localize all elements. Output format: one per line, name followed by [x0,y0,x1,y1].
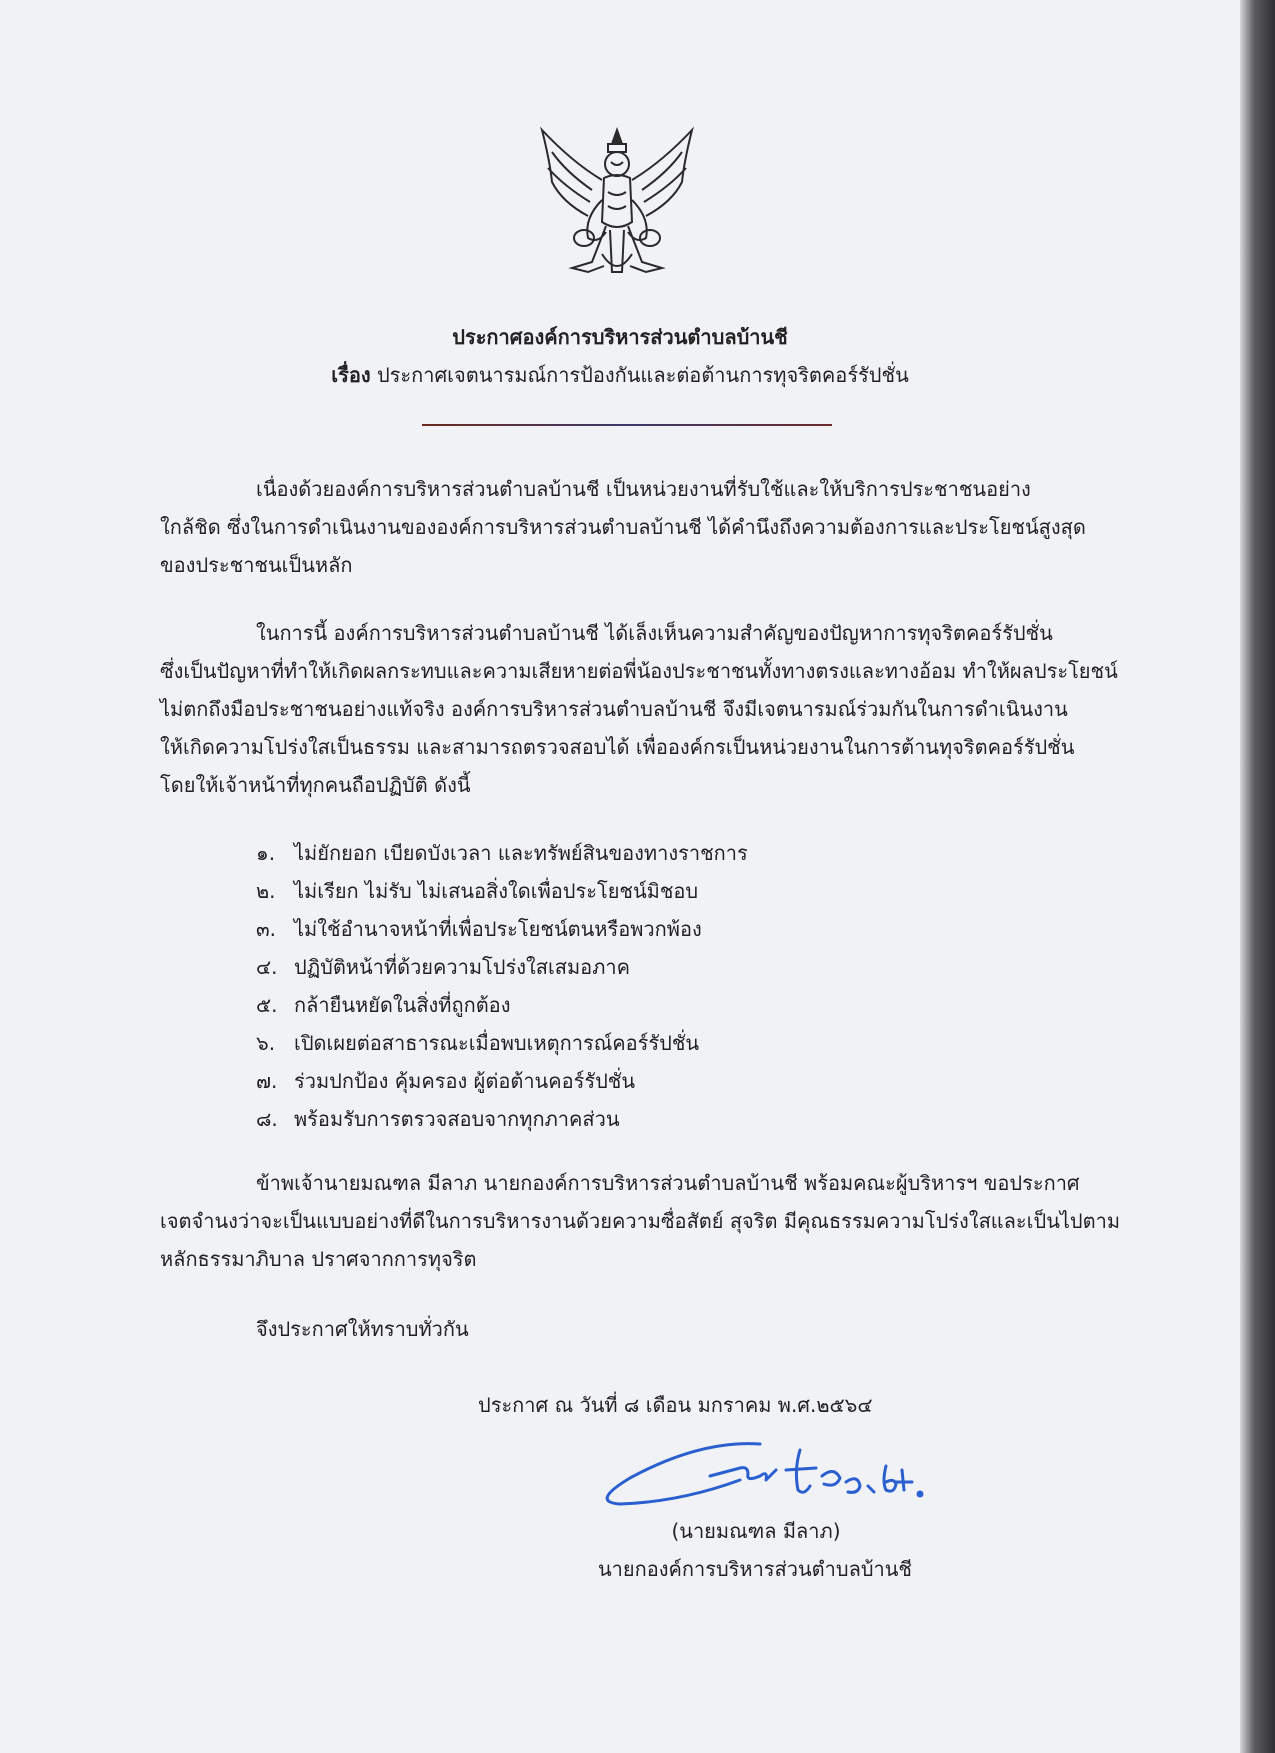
list-number: ๖. [256,1031,276,1055]
signer-name: (นายมณฑล มีลาภ) [671,1519,841,1543]
list-item [256,1100,1016,1138]
list-number: ๕. [256,993,278,1017]
paragraph-line: ไม่ตกถึงมือประชาชนอย่างแท้จริง องค์การบริหารส่วนตำบลบ้านชี จึงมีเจตนารมณ์ร่วมกันในการดำเนินงาน [160,697,1068,721]
list-item [256,872,1016,910]
paragraph-line: ใกล้ชิด ซึ่งในการดำเนินงานขององค์การบริหารส่วนตำบลบ้านชี ได้คำนึงถึงความต้องการและประโยชน์สูงสุด [160,515,1086,539]
paragraph-1 [160,470,1120,584]
subject-line [200,356,1040,394]
paragraph-line: ในการนี้ องค์การบริหารส่วนตำบลบ้านชี ได้เล็งเห็นความสำคัญของปัญหาการทุจริตคอร์รัปชั่น [256,621,1053,645]
list-item [256,1062,1016,1100]
scan-edge-shadow [1240,0,1275,1753]
paragraph-3 [160,1164,1120,1278]
list-number: ๓. [256,917,277,941]
header-divider [422,424,832,426]
list-text: ไม่เรียก ไม่รับ ไม่เสนอสิ่งใดเพื่อประโยชน์มิชอบ [294,879,699,903]
closing-line: จึงประกาศให้ทราบทั่วกัน [256,1317,469,1341]
list-text: ปฏิบัติหน้าที่ด้วยความโปร่งใสเสมอภาค [294,955,630,979]
paragraph-line: เนื่องด้วยองค์การบริหารส่วนตำบลบ้านชี เป็นหน่วยงานที่รับใช้และให้บริการประชาชนอย่าง [256,477,1031,501]
list-item [256,948,1016,986]
list-text: ไม่ยักยอก เบียดบังเวลา และทรัพย์สินของทางราชการ [294,841,748,865]
list-item [256,910,1016,948]
list-number: ๔. [256,955,278,979]
list-text: ไม่ใช้อำนาจหน้าที่เพื่อประโยชน์ตนหรือพวกพ้อง [294,917,702,941]
paragraph-line: หลักธรรมาภิบาล ปราศจากการทุจริต [160,1247,477,1271]
list-number: ๒. [256,879,276,903]
list-number: ๑. [256,841,276,865]
list-number: ๘. [256,1107,278,1131]
list-item [256,1024,1016,1062]
paragraph-line: เจตจำนงว่าจะเป็นแบบอย่างที่ดีในการบริหารงานด้วยความซื่อสัตย์ สุจริต มีคุณธรรมความโปร่งใสและเป็นไปตาม [160,1209,1121,1233]
list-text: กล้ายืนหยัดในสิ่งที่ถูกต้อง [294,993,511,1017]
paragraph-line: ข้าพเจ้านายมณฑล มีลาภ นายกองค์การบริหารส่วนตำบลบ้านชี พร้อมคณะผู้บริหารฯ ขอประกาศ [256,1171,1080,1195]
subject-text: ประกาศเจตนารมณ์การป้องกันและต่อต้านการทุจริตคอร์รัปชั่น [376,363,909,387]
list-text: ร่วมปกป้อง คุ้มครอง ผู้ต่อต้านคอร์รัปชั่น [294,1069,636,1093]
list-item [256,986,1016,1024]
list-number: ๗. [256,1069,278,1093]
signer-title: นายกองค์การบริหารส่วนตำบลบ้านชี [597,1557,912,1581]
header [200,318,1040,394]
subject-label: เรื่อง [331,363,371,387]
paragraph-line: ซึ่งเป็นปัญหาที่ทำให้เกิดผลกระทบและความเสียหายต่อพี่น้องประชาชนทั้งทางตรงและทางอ้อม ทำให้ผลประโยชน์ [160,659,1118,683]
announcement-date: ประกาศ ณ วันที่ ๘ เดือน มกราคม พ.ศ.๒๕๖๔ [478,1393,873,1417]
list-item [256,834,1016,872]
list-text: เปิดเผยต่อสาธารณะเมื่อพบเหตุการณ์คอร์รัปชั่น [294,1031,700,1055]
list-text: พร้อมรับการตรวจสอบจากทุกภาคส่วน [294,1107,620,1131]
garuda-emblem-icon [532,122,702,282]
paragraph-2 [160,614,1120,804]
paragraph-line: โดยให้เจ้าหน้าที่ทุกคนถือปฏิบัติ ดังนี้ [160,773,471,797]
principles-list [256,834,1016,1138]
announcement-title: ประกาศองค์การบริหารส่วนตำบลบ้านชี [452,325,788,349]
paragraph-line: ให้เกิดความโปร่งใสเป็นธรรม และสามารถตรวจสอบได้ เพื่อองค์กรเป็นหน่วยงานในการต้านทุจริตคอร์รัปชั่น [160,735,1075,759]
paragraph-line: ของประชาชนเป็นหลัก [160,553,353,577]
